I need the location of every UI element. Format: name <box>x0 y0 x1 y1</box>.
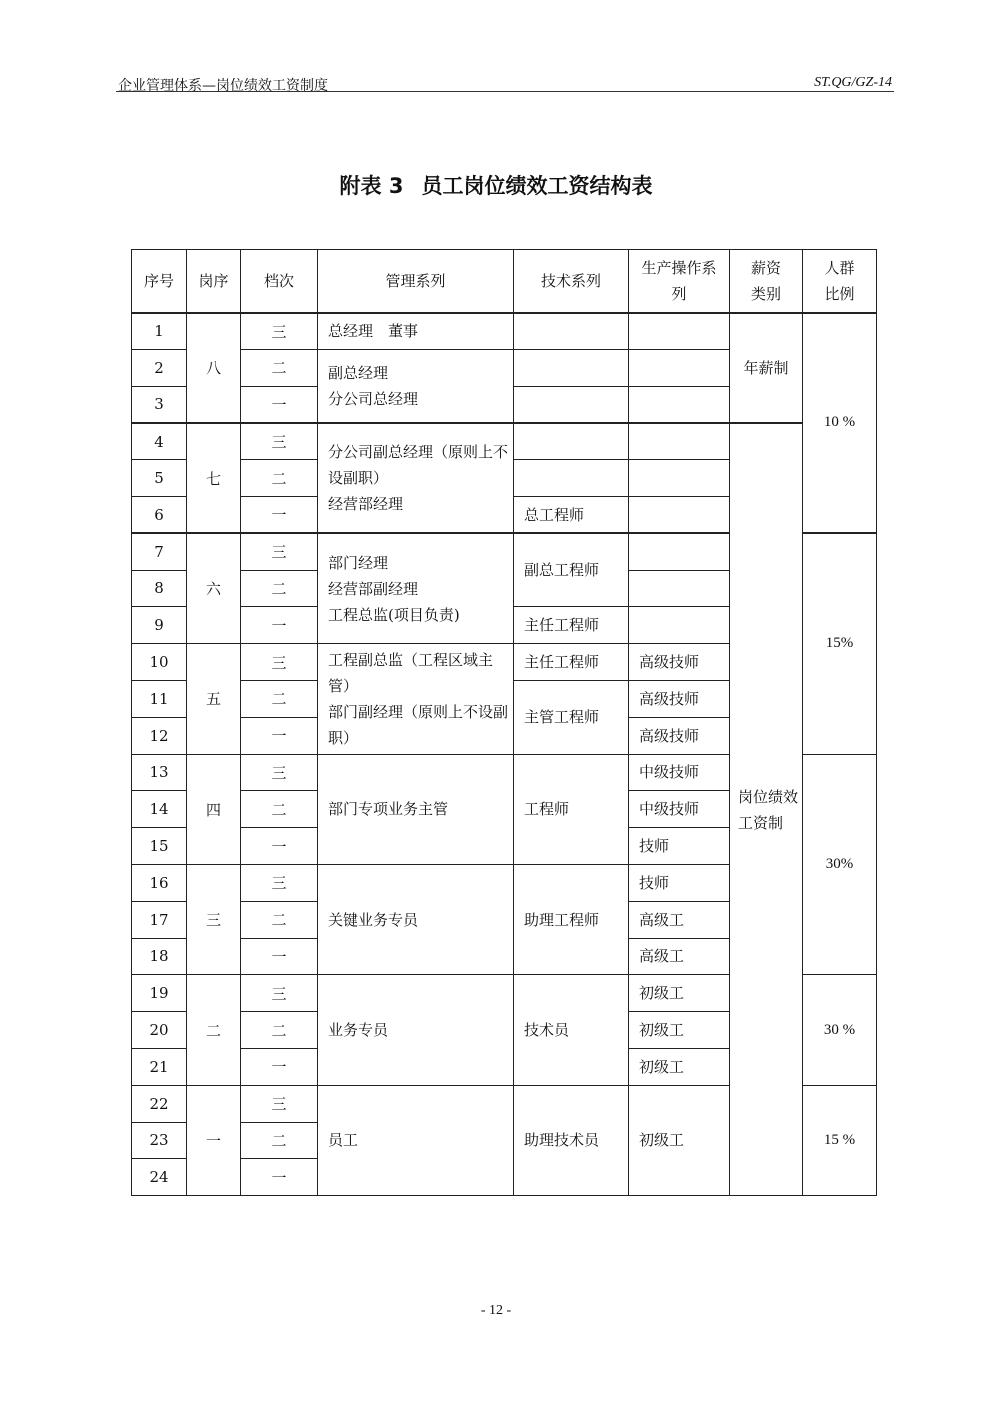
grade-cell: 一 <box>241 1048 318 1085</box>
grade-cell: 一 <box>241 1159 318 1196</box>
title-main: 员工岗位绩效工资结构表 <box>421 174 653 198</box>
grade-cell: 一 <box>241 828 318 865</box>
col-header: 管理系列 <box>318 250 514 313</box>
rank-cell: 四 <box>187 754 241 864</box>
production-cell: 高级技师 <box>629 717 730 754</box>
seq-cell: 10 <box>132 644 187 681</box>
table-row <box>132 313 877 350</box>
seq-cell: 14 <box>132 791 187 828</box>
ratio-cell: 30% <box>803 754 877 975</box>
seq-cell: 6 <box>132 496 187 533</box>
page-title <box>0 170 992 200</box>
production-cell <box>629 349 730 386</box>
technical-cell: 工程师 <box>514 754 629 864</box>
ratio-cell: 10 % <box>803 313 877 534</box>
header-right: ST.QG/GZ-14 <box>814 75 892 90</box>
grade-cell: 二 <box>241 791 318 828</box>
production-cell <box>629 460 730 497</box>
grade-cell: 一 <box>241 938 318 975</box>
ratio-cell: 15% <box>803 533 877 754</box>
grade-cell: 一 <box>241 496 318 533</box>
management-cell: 业务专员 <box>318 975 514 1085</box>
seq-cell: 11 <box>132 680 187 717</box>
production-cell: 高级工 <box>629 938 730 975</box>
grade-cell: 一 <box>241 386 318 423</box>
seq-cell: 24 <box>132 1159 187 1196</box>
grade-cell: 二 <box>241 460 318 497</box>
col-header: 薪资类别 <box>730 250 803 313</box>
technical-cell <box>514 423 629 460</box>
grade-cell: 三 <box>241 533 318 570</box>
seq-cell: 18 <box>132 938 187 975</box>
production-cell: 初级工 <box>629 975 730 1012</box>
ratio-cell: 30 % <box>803 975 877 1085</box>
seq-cell: 2 <box>132 349 187 386</box>
page-number: - 12 - <box>480 1303 512 1318</box>
grade-cell: 一 <box>241 607 318 644</box>
rank-cell: 三 <box>187 864 241 974</box>
grade-cell: 二 <box>241 901 318 938</box>
grade-cell: 二 <box>241 570 318 607</box>
production-cell: 初级工 <box>629 1085 730 1195</box>
production-cell: 中级技师 <box>629 791 730 828</box>
col-header: 技术系列 <box>514 250 629 313</box>
col-header: 生产操作系 列 <box>629 250 730 313</box>
production-cell: 技师 <box>629 828 730 865</box>
production-cell <box>629 386 730 423</box>
production-cell: 高级技师 <box>629 680 730 717</box>
rank-cell: 八 <box>187 313 241 423</box>
production-cell <box>629 496 730 533</box>
grade-cell: 二 <box>241 1012 318 1049</box>
col-header: 岗序 <box>187 250 241 313</box>
management-cell: 总经理 董事 <box>318 313 514 350</box>
production-cell: 初级工 <box>629 1012 730 1049</box>
seq-cell: 20 <box>132 1012 187 1049</box>
grade-cell: 一 <box>241 717 318 754</box>
seq-cell: 8 <box>132 570 187 607</box>
production-cell <box>629 423 730 460</box>
technical-cell: 技术员 <box>514 975 629 1085</box>
management-cell: 关键业务专员 <box>318 864 514 974</box>
rank-cell: 六 <box>187 533 241 643</box>
seq-cell: 19 <box>132 975 187 1012</box>
grade-cell: 二 <box>241 349 318 386</box>
seq-cell: 4 <box>132 423 187 460</box>
seq-cell: 21 <box>132 1048 187 1085</box>
technical-cell: 助理工程师 <box>514 864 629 974</box>
technical-cell <box>514 313 629 350</box>
seq-cell: 16 <box>132 864 187 901</box>
seq-cell: 15 <box>132 828 187 865</box>
header-left: 企业管理体系—岗位绩效工资制度 <box>118 78 328 94</box>
rank-cell: 一 <box>187 1085 241 1195</box>
technical-cell: 副总工程师 <box>514 533 629 607</box>
rank-cell: 五 <box>187 644 241 754</box>
col-header: 人群比例 <box>803 250 877 313</box>
salary-type-cell: 年薪制 <box>730 313 803 423</box>
grade-cell: 三 <box>241 644 318 681</box>
technical-cell <box>514 386 629 423</box>
technical-cell: 主任工程师 <box>514 644 629 681</box>
seq-cell: 13 <box>132 754 187 791</box>
rank-cell: 二 <box>187 975 241 1085</box>
grade-cell: 三 <box>241 1085 318 1122</box>
technical-cell <box>514 349 629 386</box>
management-cell: 分公司副总经理（原则上不设副职） 经营部经理 <box>318 423 514 533</box>
production-cell: 中级技师 <box>629 754 730 791</box>
management-cell: 工程副总监（工程区域主管） 部门副经理（原则上不设副职） <box>318 644 514 754</box>
rank-cell: 七 <box>187 423 241 533</box>
seq-cell: 3 <box>132 386 187 423</box>
production-cell: 初级工 <box>629 1048 730 1085</box>
production-cell <box>629 570 730 607</box>
seq-cell: 9 <box>132 607 187 644</box>
seq-cell: 22 <box>132 1085 187 1122</box>
table-header-row <box>132 250 877 313</box>
salary-type-performance: 岗位绩效工资制 <box>738 787 799 832</box>
production-cell <box>629 607 730 644</box>
production-cell <box>629 533 730 570</box>
seq-cell: 12 <box>132 717 187 754</box>
technical-cell: 主管工程师 <box>514 680 629 754</box>
seq-cell: 7 <box>132 533 187 570</box>
management-cell: 员工 <box>318 1085 514 1195</box>
seq-cell: 23 <box>132 1122 187 1159</box>
grade-cell: 三 <box>241 864 318 901</box>
technical-cell <box>514 460 629 497</box>
grade-cell: 二 <box>241 1122 318 1159</box>
header-rule <box>116 91 894 92</box>
technical-cell: 总工程师 <box>514 496 629 533</box>
seq-cell: 1 <box>132 313 187 350</box>
production-cell: 高级技师 <box>629 644 730 681</box>
technical-cell: 主任工程师 <box>514 607 629 644</box>
production-cell: 高级工 <box>629 901 730 938</box>
seq-cell: 5 <box>132 460 187 497</box>
salary-type-cell <box>730 423 803 1196</box>
grade-cell: 三 <box>241 975 318 1012</box>
table-row <box>132 423 877 460</box>
management-cell: 部门专项业务主管 <box>318 754 514 864</box>
grade-cell: 二 <box>241 680 318 717</box>
salary-structure-table <box>131 249 877 1196</box>
seq-cell: 17 <box>132 901 187 938</box>
grade-cell: 三 <box>241 754 318 791</box>
technical-cell: 助理技术员 <box>514 1085 629 1195</box>
title-prefix: 附表 3 <box>339 174 404 198</box>
grade-cell: 三 <box>241 313 318 350</box>
ratio-cell: 15 % <box>803 1085 877 1195</box>
production-cell <box>629 313 730 350</box>
grade-cell: 三 <box>241 423 318 460</box>
col-header: 序号 <box>132 250 187 313</box>
management-cell: 部门经理 经营部副经理 工程总监(项目负责) <box>318 533 514 643</box>
management-cell: 副总经理 分公司总经理 <box>318 349 514 423</box>
col-header: 档次 <box>241 250 318 313</box>
production-cell: 技师 <box>629 864 730 901</box>
